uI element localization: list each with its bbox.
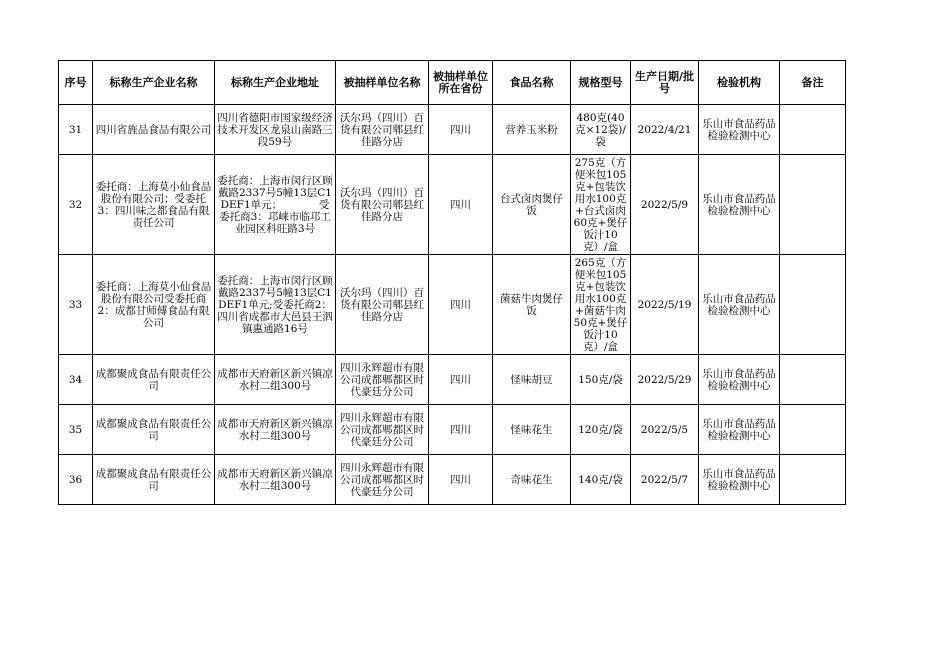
cell-spec: 480克(40克×12袋)/袋 (571, 105, 631, 155)
cell-food: 菌菇牛肉煲仔饭 (493, 255, 571, 355)
cell-address: 委托商：上海市闵行区顾戴路2337号5幢13层C1DEF1单元;受委托商2：四川省成都市大邑县王泗镇惠通路16号 (215, 255, 336, 355)
table-row (59, 255, 846, 355)
cell-producer: 四川省旌品食品有限公司 (93, 105, 215, 155)
cell-address: 成都市天府新区新兴镇凉水村二组300号 (215, 405, 336, 455)
cell-producer: 委托商：上海莫小仙食品股份有限公司受委托商2：成都甘师傅食品有限公司 (93, 255, 215, 355)
cell-spec: 120克/袋 (571, 405, 631, 455)
cell-no: 31 (59, 105, 93, 155)
header-province: 被抽样单位所在省份 (429, 61, 493, 105)
cell-lab: 乐山市食品药品检验检测中心 (699, 405, 780, 455)
cell-lab: 乐山市食品药品检验检测中心 (699, 105, 780, 155)
cell-no: 34 (59, 355, 93, 405)
sampling-table (58, 60, 846, 505)
cell-date: 2022/5/7 (631, 455, 699, 505)
cell-note (780, 405, 846, 455)
cell-note (780, 455, 846, 505)
cell-date: 2022/5/9 (631, 155, 699, 255)
cell-province: 四川 (429, 155, 493, 255)
cell-note (780, 105, 846, 155)
cell-date: 2022/5/19 (631, 255, 699, 355)
table-row (59, 355, 846, 405)
header-note: 备注 (780, 61, 846, 105)
cell-food: 奇味花生 (493, 455, 571, 505)
cell-food: 营养玉米粉 (493, 105, 571, 155)
header-no: 序号 (59, 61, 93, 105)
cell-sampled-unit: 沃尔玛（四川）百货有限公司郫县红佳路分店 (336, 155, 429, 255)
cell-no: 36 (59, 455, 93, 505)
header-producer: 标称生产企业名称 (93, 61, 215, 105)
cell-producer: 委托商：上海莫小仙食品股份有限公司；受委托3：四川味之都食品有限责任公司 (93, 155, 215, 255)
spec-text: 275克（方便米包105克+包装饮用水100克+台式卤肉60克+煲仔饭汁10克）/盒 (573, 156, 628, 253)
cell-date: 2022/5/5 (631, 405, 699, 455)
cell-lab: 乐山市食品药品检验检测中心 (699, 355, 780, 405)
cell-note (780, 255, 846, 355)
cell-no: 33 (59, 255, 93, 355)
header-date: 生产日期/批号 (631, 61, 699, 105)
cell-lab: 乐山市食品药品检验检测中心 (699, 455, 780, 505)
cell-address: 成都市天府新区新兴镇凉水村二组300号 (215, 355, 336, 405)
header-address: 标称生产企业地址 (215, 61, 336, 105)
cell-producer: 成都聚成食品有限责任公司 (93, 405, 215, 455)
cell-date: 2022/5/29 (631, 355, 699, 405)
table-row (59, 105, 846, 155)
cell-address: 四川省德阳市国家级经济技术开发区龙泉山南路三段59号 (215, 105, 336, 155)
cell-no: 35 (59, 405, 93, 455)
spec-text: 265克（方便米包105克+包装饮用水100克+菌菇牛肉50克+煲仔饭汁10克）/盒 (573, 256, 628, 353)
cell-producer: 成都聚成食品有限责任公司 (93, 355, 215, 405)
header-lab: 检验机构 (699, 61, 780, 105)
cell-producer: 成都聚成食品有限责任公司 (93, 455, 215, 505)
cell-sampled-unit: 四川永辉超市有限公司成都郫都区时代豪廷分公司 (336, 405, 429, 455)
cell-food: 怪味胡豆 (493, 355, 571, 405)
cell-lab: 乐山市食品药品检验检测中心 (699, 155, 780, 255)
cell-province: 四川 (429, 355, 493, 405)
cell-note (780, 155, 846, 255)
cell-spec (571, 155, 631, 255)
cell-spec: 140克/袋 (571, 455, 631, 505)
cell-sampled-unit: 四川永辉超市有限公司成都郫都区时代豪廷分公司 (336, 455, 429, 505)
cell-province: 四川 (429, 255, 493, 355)
cell-sampled-unit: 四川永辉超市有限公司成都郫都区时代豪廷分公司 (336, 355, 429, 405)
header-food: 食品名称 (493, 61, 571, 105)
table-row (59, 405, 846, 455)
header-sampled-unit: 被抽样单位名称 (336, 61, 429, 105)
header-row (59, 61, 846, 105)
cell-province: 四川 (429, 105, 493, 155)
cell-address: 委托商：上海市闵行区顾戴路2337号5幢13层C1DEF1单元； 受委托商3：邛崃市临邛工业园区科旺路3号 (215, 155, 336, 255)
cell-no: 32 (59, 155, 93, 255)
cell-food: 台式卤肉煲仔饭 (493, 155, 571, 255)
cell-sampled-unit: 沃尔玛（四川）百货有限公司郫县红佳路分店 (336, 255, 429, 355)
cell-spec: 150克/袋 (571, 355, 631, 405)
cell-lab: 乐山市食品药品检验检测中心 (699, 255, 780, 355)
cell-province: 四川 (429, 405, 493, 455)
cell-spec (571, 255, 631, 355)
cell-province: 四川 (429, 455, 493, 505)
table-row (59, 155, 846, 255)
cell-food: 怪味花生 (493, 405, 571, 455)
cell-sampled-unit: 沃尔玛（四川）百货有限公司郫县红佳路分店 (336, 105, 429, 155)
cell-address: 成都市天府新区新兴镇凉水村二组300号 (215, 455, 336, 505)
header-spec: 规格型号 (571, 61, 631, 105)
cell-date: 2022/4/21 (631, 105, 699, 155)
table-row (59, 455, 846, 505)
cell-note (780, 355, 846, 405)
